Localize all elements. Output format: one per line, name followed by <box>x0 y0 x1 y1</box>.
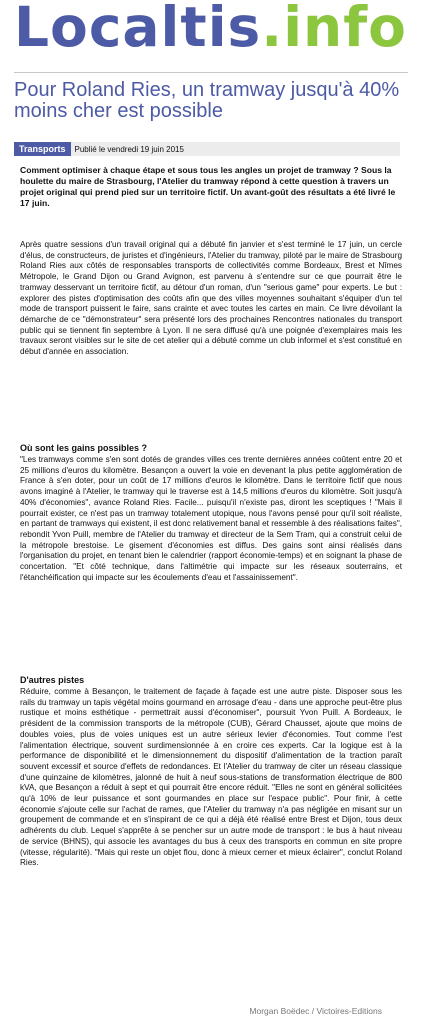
article-paragraph-1: Après quatre sessions d'un travail original qui a débuté fin janvier et s'est terminé le 17 juin, un cercle d'élus, de constructeurs, de juristes et d'ingénieurs, l'Atelier du tramway, piloté par le maire de Strasbourg Roland Ries aux côtés de responsables transports de collectivités comme Bordeaux, Brest et Nîmes Métropole, le Grand Dijon ou Grand Avignon, est parvenu à s'entendre sur ce que pourrait être le tramway desservant un territoire fictif, au détour d'un roman, d'un "serious game" pour experts. Le but : explorer des pistes d'optimisation des coûts afin que des villes moyennes souhaitant s'équiper d'un tel mode de transport puissent le faire, sans crainte et avec toutes les cartes en main. Ce livre dévoilant la démarche de ce "démonstrateur" sera présenté lors des prochaines Rencontres nationales du transport public qui se tiennent fin septembre à Lyon. Il ne sera diffusé qu'à une poignée d'exemplaires mais les travaux seront visibles sur le site de cet atelier qui a débuté comme un club informel et s'est constitué en début d'année en association. <box>20 240 402 357</box>
logo-tld: .info <box>261 0 407 59</box>
site-logo[interactable] <box>14 0 407 62</box>
article-title: Pour Roland Ries, un tramway jusqu'à 40% moins cher est possible <box>14 79 400 122</box>
header-divider <box>14 72 408 73</box>
article-paragraph-2: "Les tramways comme s'en sont dotés de grandes villes ces trente dernières années coûtent entre 20 et 25 millions d'euros du kilomètre. Besançon a ouvert la voie en devenant la plus petite agglomération de France à s'en doter, pour un coût de 17 millions d'euros le kilomètre. Dans le territoire fictif que nous avons imaginé à l'Atelier, le tramway qui le traverse est à 14,5 millions d'euros du kilomètre. Soit jusqu'à 40% d'économies", avance Roland Ries. Facile... puisqu'il n'existe pas, diront les sceptiques ! "Mais il pourrait exister, ce n'est pas un tramway totalement utopique, nous l'avons pensé pour qu'il soit réaliste, en partant de tramways qui existent, il est donc relativement banal et ressemble à des réalisations faites", rebondit Yvon Puill, membre de l'Atelier du tramway et directeur de la Sem Tram, qui a construit celui de la métropole brestoise. Le gisement d'économies est diffus. Des gains sont ainsi réalisés dans l'organisation du projet, en tenant bien le calendrier (rapport économie-temps) et en soignant la phase de concertation. "Et côté technique, dans l'altimétrie qui impacte sur les réseaux souterrains, et l'étanchéification qui impacte sur les écoulements d'eau et l'assainissement". <box>20 455 403 582</box>
article-meta-bar <box>14 142 400 156</box>
article-lead: Comment optimiser à chaque étape et sous tous les angles un projet de tramway ? Sous la houlette du maire de Strasbourg, l'Atelier du tramway répond à cette question à travers un projet original qui prend pied sur un territoire fictif. Un avant-goût des résultats a été livré le 17 juin. <box>20 165 396 208</box>
logo-name: Localtis <box>14 0 262 59</box>
section-heading-gains: Où sont les gains possibles ? <box>20 443 148 453</box>
article-paragraph-3: Réduire, comme à Besançon, le traitement de façade à façade est une autre piste. Disposer sous les rails du tramway un tapis végétal moins gourmand en arrosage d'eau - dans une approche peut-être plus rustique et moins esthétique - permettrait aussi d'économiser", poursuit Yvon Puill. A Bordeaux, le président de la commission transports de la métropole (CUB), Gérard Chausset, ajoute que moins de doubles voies, plus de voies uniques est un autre sérieux levier d'économies. Tout comme l'est l'alimentation électrique, souvent surdimensionnée à en croire ces experts. Car la logique est à la performance de disponibilité et le dimensionnement du dispositif d'alimentation de la traction paraît souvent excessif et source d'effets de redondances. Et l'Atelier du tramway de citer un réseau classique d'une quinzaine de kilomètres, jalonné de huit à neuf sous-stations de transformation électrique de 800 kVA, que Besançon a réduit à sept et qui pourrait être encore réduit. "Elles ne sont en général sollicitées qu'à 10% de leur puissance et sont gourmandes en place sur l'espace public". Pour finir, à cette économie s'ajoute celle sur l'achat de rames, que l'Atelier du tramway n'a pas négligée en misant sur un groupement de commande et en s'inspirant de ce qui a déjà été réalisé entre Brest et Dijon, tous deux adhérents du club. Lequel s'apprête à se pencher sur un autre mode de transport : le bus à haut niveau de service (BHNS), qui associe les avantages du bus à ceux des transports en commun en site propre (vitesse, régularité). "Mais qui reste un objet flou, donc à mieux cerner et mieux éclairer", conclut Roland Ries. <box>20 687 402 868</box>
category-tag[interactable]: Transports <box>14 142 71 156</box>
publish-date: Publié le vendredi 19 juin 2015 <box>74 145 184 154</box>
article-credit: Morgan Boëdec / Victoires-Editions <box>249 1006 382 1016</box>
section-heading-pistes: D'autres pistes <box>20 675 85 685</box>
